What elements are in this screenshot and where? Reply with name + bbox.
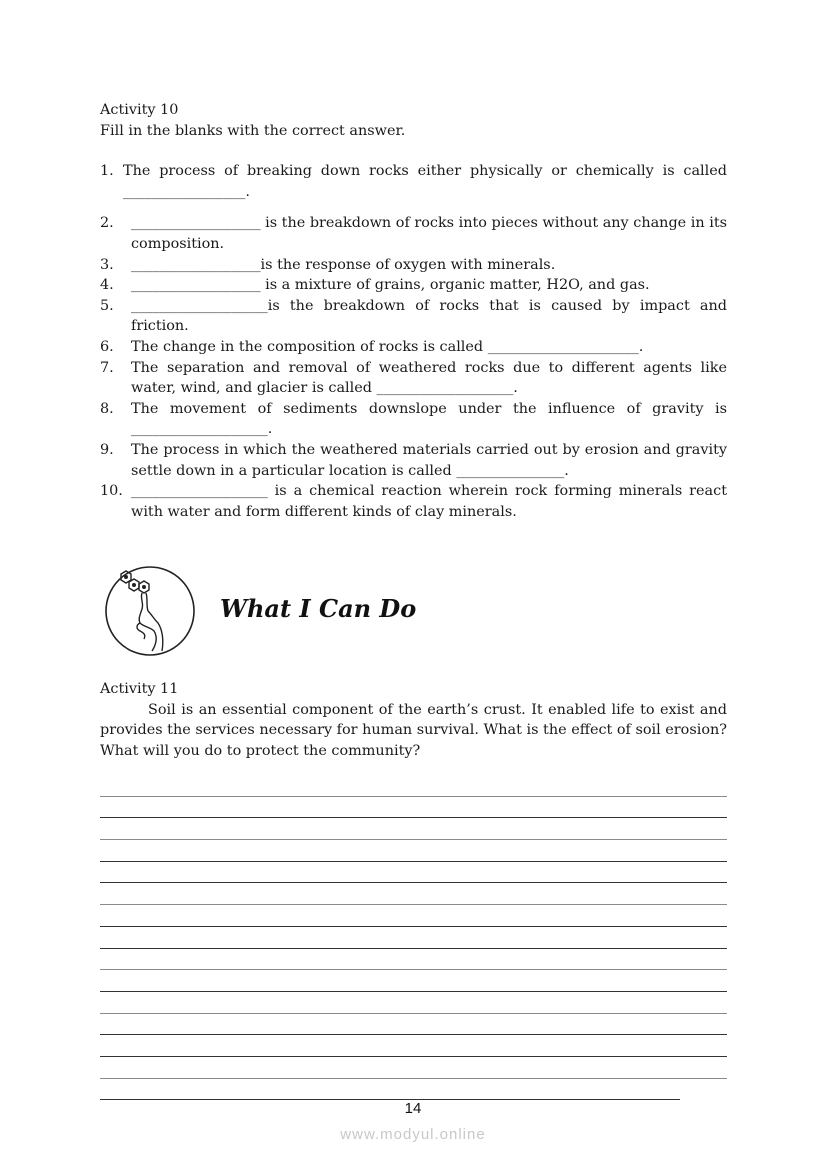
question-number: 5. [100,297,114,314]
answer-line[interactable] [100,1035,727,1057]
question-item [100,358,727,399]
hand-holding-molecules-icon [104,565,196,657]
answer-line[interactable] [100,1057,727,1079]
answer-line[interactable] [100,949,727,971]
answer-line[interactable] [100,883,727,905]
answer-line[interactable] [100,992,727,1014]
answer-line[interactable] [100,840,727,862]
question-number: 1. [100,163,114,180]
answer-line[interactable] [100,1014,727,1036]
question-number: 7. [100,359,114,376]
question-text: The movement of sediments downslope under the influence of gravity is ___________________. [131,400,727,438]
question-text: __________________ is the breakdown of rocks into pieces without any change in its composition. [131,215,727,252]
question-text: __________________is the response of oxygen with minerals. [131,256,556,273]
question-item [100,275,727,296]
question-number: 2. [100,215,114,232]
question-text: The process of breaking down rocks either physically or chemically is called _________________. [123,163,727,200]
question-number: 3. [100,256,114,273]
question-item [100,161,727,202]
answer-line[interactable] [100,970,727,992]
question-item [100,337,727,358]
question-text: ___________________is the breakdown of rocks that is caused by impact and friction. [131,297,727,335]
question-number: 4. [100,277,114,294]
answer-line[interactable] [100,1079,680,1101]
question-item [100,296,727,337]
watermark: www.modyul.online [340,1126,486,1143]
question-item [100,440,727,481]
question-item [100,399,727,440]
question-item [100,213,727,254]
question-number: 8. [100,400,114,417]
answer-line[interactable] [100,775,727,797]
question-text: The change in the composition of rocks is called _____________________. [131,338,644,355]
question-number: 6. [100,338,114,355]
section-title: What I Can Do [220,594,417,623]
activity-11-prompt: Soil is an essential component of the earth’s crust. It enabled life to exist and provides the services necessary for human survival. What is the effect of soil erosion? What will you do to protect the community? [100,701,727,759]
answer-line[interactable] [100,818,727,840]
question-text: ___________________ is a chemical reaction wherein rock forming minerals react with water and form different kinds of clay minerals. [131,483,727,520]
question-text: The separation and removal of weathered rocks due to different agents like water, wind, and glacier is called ___________________. [131,359,727,397]
answer-line[interactable] [100,905,727,927]
answer-line[interactable] [100,862,727,884]
activity-10-instruction: Fill in the blanks with the correct answer. [100,122,406,139]
answer-line[interactable] [100,927,727,949]
question-text: __________________ is a mixture of grains, organic matter, H2O, and gas. [131,277,650,294]
activity-11-title: Activity 11 [100,681,179,697]
question-number: 9. [100,441,114,458]
activity-11 [100,679,727,761]
activity-10 [100,100,727,522]
question-text: The process in which the weathered materials carried out by erosion and gravity settle down in a particular location is called _______________. [131,441,727,479]
question-number: 10. [100,483,123,500]
question-item [100,481,727,522]
page-number: 14 [404,1100,422,1117]
question-item [100,255,727,276]
activity-10-title: Activity 10 [100,102,179,118]
answer-line[interactable] [100,797,727,819]
answer-lines[interactable] [100,775,727,1100]
